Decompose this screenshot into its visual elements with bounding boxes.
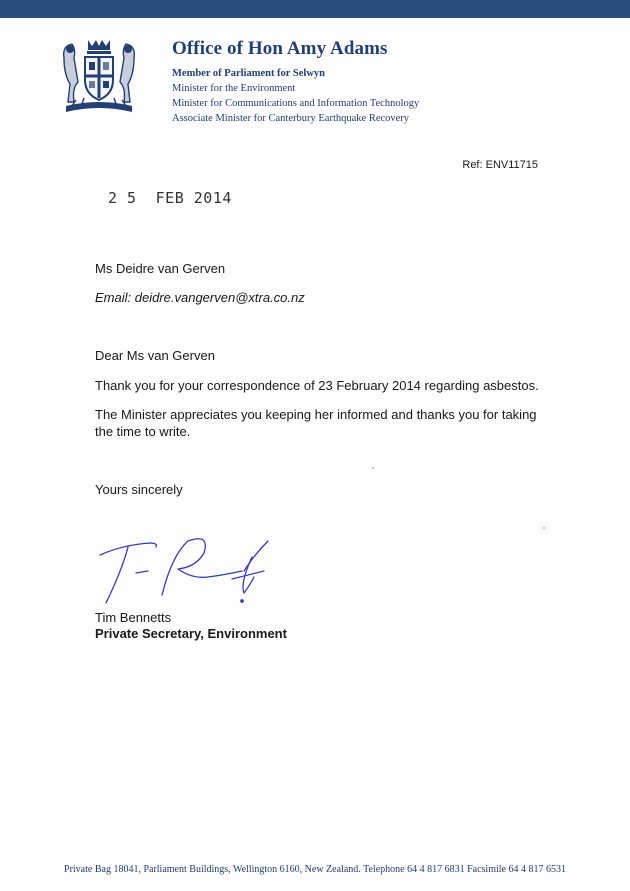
footer-address: Private Bag 18041, Parliament Buildings, Wellington 6160, New Zealand. Telephone 64 4 817 6831 Facsimile 64 4 817 6531 [64,864,566,875]
recipient-email: Email: deidre.vangerven@xtra.co.nz [95,290,305,305]
recipient-name: Ms Deidre van Gerven [95,261,226,276]
role-mp: Member of Parliament for Selwyn [172,68,325,79]
role-earthquake-recovery: Associate Minister for Canterbury Earthquake Recovery [172,113,410,124]
scan-speck [372,467,374,469]
paragraph-2-line-1: The Minister appreciates you keeping her informed and thanks you for taking [95,407,537,422]
paragraph-2-line-2: the time to write. [95,424,191,439]
office-title: Office of Hon Amy Adams [172,38,388,59]
signatory-title: Private Secretary, Environment [95,626,287,641]
coat-of-arms-icon [58,36,140,118]
letterhead [172,38,419,126]
role-communications: Minister for Communications and Information Technology [172,98,420,109]
handwritten-signature [92,535,277,615]
top-banner-bar [0,0,630,18]
paragraph-1: Thank you for your correspondence of 23 February 2014 regarding asbestos. [95,378,539,393]
reference-number: Ref: ENV11715 [462,159,538,171]
role-environment: Minister for the Environment [172,83,296,94]
date-stamp: 2 5 FEB 2014 [108,189,232,207]
closing: Yours sincerely [95,482,183,497]
salutation: Dear Ms van Gerven [95,348,215,363]
scan-speck [543,527,545,529]
signatory-name: Tim Bennetts [95,610,172,625]
